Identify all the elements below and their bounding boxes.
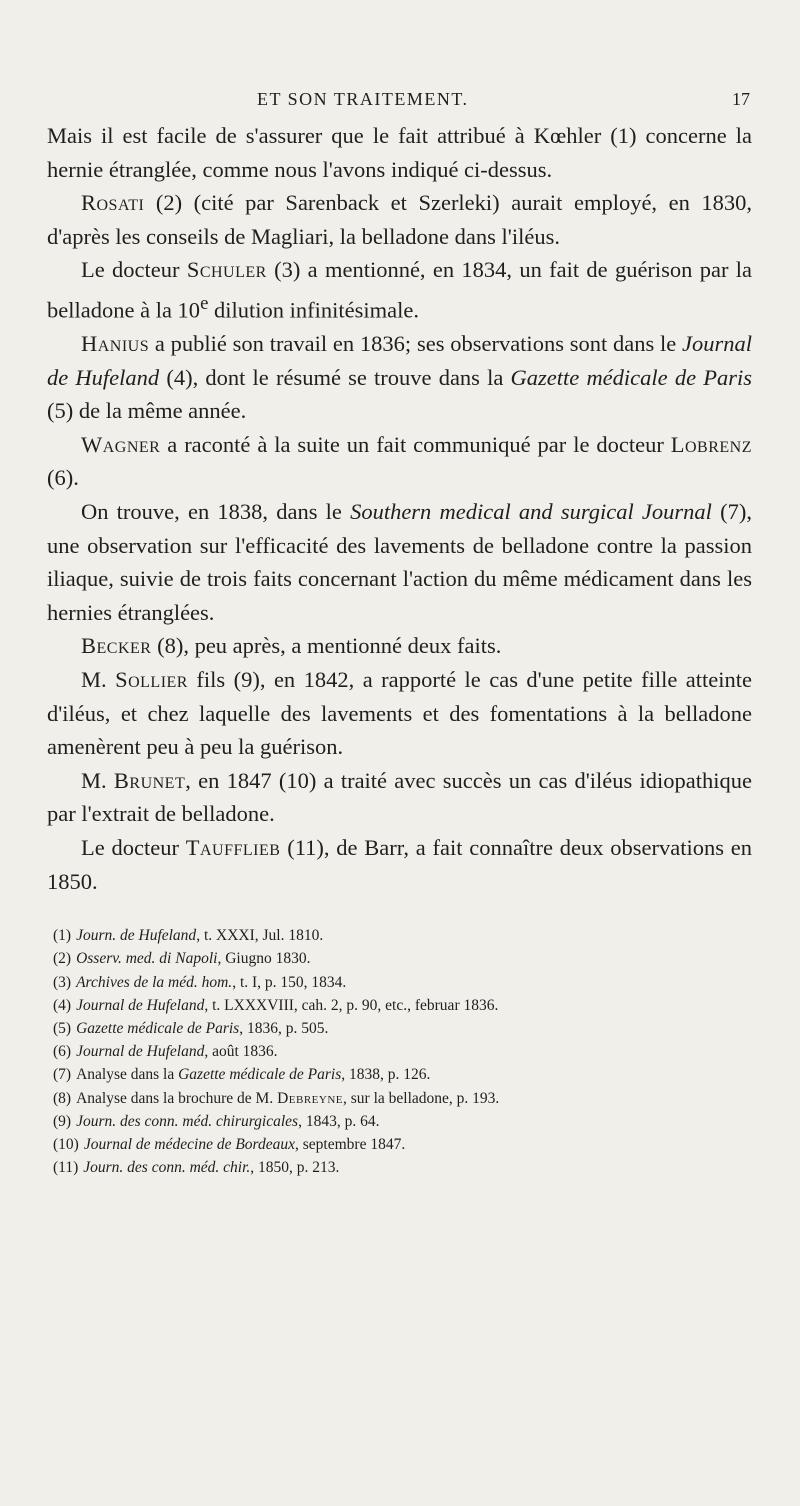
footnote-source: Journal de Hufeland bbox=[76, 1043, 205, 1061]
running-title: ET SON TRAITEMENT. bbox=[257, 89, 469, 109]
footnote-number: (7) bbox=[53, 1066, 72, 1084]
text-run: (5) de la même année. bbox=[47, 398, 247, 424]
paragraph bbox=[47, 663, 752, 764]
footnote-source: Journ. de Hufeland bbox=[76, 927, 197, 945]
footnote-number: (5) bbox=[53, 1019, 72, 1037]
footnote-number: (6) bbox=[53, 1043, 72, 1061]
book-page bbox=[0, 89, 800, 1506]
footnote-source: Journ. des conn. méd. chirurgicales bbox=[76, 1112, 299, 1130]
author-name: Sollier bbox=[115, 667, 188, 692]
footnote bbox=[47, 971, 752, 994]
footnote-number: (8) bbox=[53, 1089, 72, 1107]
journal-title: Southern medical and surgical Journal bbox=[350, 499, 712, 525]
footnote bbox=[47, 1040, 752, 1063]
text-run: M. bbox=[81, 767, 114, 793]
footnote bbox=[47, 1087, 752, 1110]
footnote-text: , t. I, p. 150, 1834. bbox=[232, 973, 347, 991]
footnote bbox=[47, 947, 752, 970]
footnote-text: Analyse dans la bbox=[76, 1066, 179, 1084]
text-run: Le docteur bbox=[81, 834, 186, 860]
author-name: Wagner bbox=[81, 431, 161, 457]
text-run: (8), peu après, a mentionné deux faits. bbox=[151, 633, 502, 659]
footnote bbox=[47, 1110, 752, 1133]
running-header bbox=[47, 89, 752, 113]
paragraph bbox=[47, 831, 752, 898]
paragraph bbox=[47, 186, 752, 253]
footnote bbox=[47, 1063, 752, 1086]
footnote-number: (11) bbox=[53, 1159, 79, 1177]
footnote-number: (10) bbox=[53, 1135, 79, 1153]
paragraph bbox=[47, 119, 752, 186]
footnote-number: (1) bbox=[53, 927, 72, 945]
text-run: dilution infinitésimale. bbox=[208, 297, 419, 323]
text-run: (7), une observation sur l'efficacité des lavements de belladone contre la passion iliaque, suivie de trois faits concernant l'action du même médicament dans les hernies étranglées. bbox=[47, 499, 752, 625]
footnote-source: Gazette médicale de Paris bbox=[76, 1019, 240, 1037]
footnote bbox=[47, 1156, 752, 1179]
footnote-source: Journal de Hufeland bbox=[76, 996, 205, 1014]
text-run: a raconté à la suite un fait communiqué par le docteur bbox=[160, 431, 671, 457]
footnote-text: , 1836, p. 505. bbox=[239, 1019, 329, 1037]
text-run: Mais il est facile de s'assurer que le fait attribué à Kœhler (1) concerne la hernie étranglée, comme nous l'avons indiqué ci-dessus. bbox=[47, 123, 752, 182]
page-number: 17 bbox=[732, 89, 750, 109]
author-name: Schuler bbox=[186, 257, 267, 283]
footnote bbox=[47, 1133, 752, 1156]
text-run: (3) a mentionné, en 1834, un fait de guérison par la belladone à la 10 bbox=[47, 257, 753, 323]
paragraph bbox=[47, 764, 752, 831]
footnote bbox=[47, 924, 752, 947]
superscript: e bbox=[200, 292, 209, 314]
footnote-text: , t. LXXXVIII, cah. 2, p. 90, etc., februar 1836. bbox=[204, 996, 499, 1014]
author-name: Becker bbox=[81, 633, 152, 659]
text-run: fils (9), en 1842, a rapporté le cas d'une petite fille atteinte d'iléus, et chez laquelle des lavements et des fomentations à la belladone amenèrent peu à peu la guérison. bbox=[47, 667, 752, 760]
text-run: Le docteur bbox=[81, 257, 187, 283]
paragraph bbox=[47, 253, 752, 327]
text-run: (4), dont le résumé se trouve dans la bbox=[159, 364, 511, 390]
main-text bbox=[47, 119, 752, 898]
paragraph bbox=[47, 327, 752, 428]
footnote-text: , septembre 1847. bbox=[295, 1135, 406, 1153]
footnote bbox=[47, 994, 752, 1017]
footnote-text: Analyse dans la brochure de M. bbox=[76, 1089, 278, 1107]
text-run: (6). bbox=[47, 465, 79, 491]
footnote-text: , sur la belladone, p. 193. bbox=[343, 1089, 500, 1107]
footnote-source: Journ. des conn. méd. chir. bbox=[83, 1159, 251, 1177]
footnote-source: Archives de la méd. hom. bbox=[76, 973, 233, 991]
author-name: Hanius bbox=[81, 331, 150, 357]
author-name: Brunet bbox=[113, 767, 186, 793]
journal-title: Gazette médicale de Paris bbox=[510, 364, 752, 390]
paragraph bbox=[47, 495, 752, 629]
footnote-number: (9) bbox=[53, 1112, 72, 1130]
text-run: , en 1847 (10) a traité avec succès un cas d'iléus idiopathique par l'extrait de belladone. bbox=[47, 767, 752, 827]
footnote-source: Osserv. med. di Napoli bbox=[76, 950, 218, 968]
footnote-source: Gazette médicale de Paris bbox=[178, 1066, 342, 1084]
footnote-text: , t. XXXI, Jul. 1810. bbox=[196, 927, 324, 945]
footnote-author: Debreyne bbox=[277, 1089, 344, 1107]
footnote-text: , 1838, p. 126. bbox=[341, 1066, 431, 1084]
author-name: Lobrenz bbox=[670, 431, 752, 457]
text-run: M. bbox=[81, 667, 116, 692]
footnote-text: , 1850, p. 213. bbox=[250, 1159, 340, 1177]
paragraph bbox=[47, 629, 752, 663]
text-run: (2) (cité par Sarenback et Szerleki) aurait employé, en 1830, d'après les conseils de Magliari, la belladone dans l'iléus. bbox=[47, 190, 752, 249]
footnote-text: , août 1836. bbox=[204, 1043, 278, 1061]
author-name: Rosati bbox=[81, 190, 145, 216]
footnote-number: (4) bbox=[53, 996, 72, 1014]
footnotes bbox=[47, 924, 752, 1179]
footnote-number: (2) bbox=[53, 950, 72, 968]
text-run: (11), de Barr, a fait connaître deux observations en 1850. bbox=[47, 834, 752, 894]
paragraph bbox=[47, 428, 752, 495]
footnote-text: , 1843, p. 64. bbox=[298, 1112, 380, 1130]
author-name: Taufflieb bbox=[185, 834, 281, 860]
footnote bbox=[47, 1017, 752, 1040]
footnote-source: Journal de médecine de Bordeaux bbox=[83, 1135, 296, 1153]
footnote-number: (3) bbox=[53, 973, 72, 991]
text-run: a publié son travail en 1836; ses observations sont dans le bbox=[149, 331, 682, 357]
journal-title: Journal de Hufeland bbox=[47, 331, 752, 390]
text-run: On trouve, en 1838, dans le bbox=[81, 499, 351, 525]
footnote-text: , Giugno 1830. bbox=[217, 950, 311, 968]
